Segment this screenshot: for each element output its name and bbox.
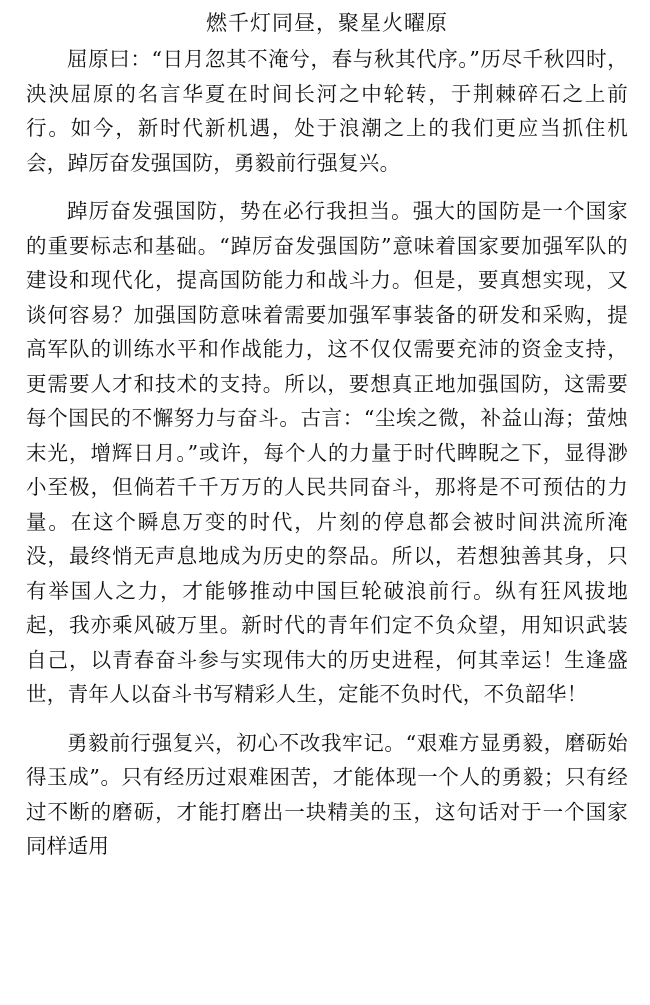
document-title: 燃千灯同昼，聚星火曜原 [206,11,448,35]
paragraph-national-defense: 踔厉奋发强国防，势在必行我担当。强大的国防是一个国家的重要标志和基础。“踔厉奋发强国防”意味着国家要加强军队的建设和现代化，提高国防能力和战斗力。但是，要真想实现，又谈何容易？加强国防意味着需要加强军事装备的研发和采购，提高军队的训练水平和作战能力，这不仅仅需要充沛的资金支持，更需要人才和技术的支持。所以，要想真正地加强国防，这需要每个国民的不懈努力与奋斗。古言：“尘埃之微，补益山海；萤烛末光，增辉日月。”或许，每个人的力量于时代睥睨之下，显得渺小至极，但倘若千千万万的人民共同奋斗，那将是不可预估的力量。在这个瞬息万变的时代，片刻的停息都会被时间洪流所淹没，最终悄无声息地成为历史的祭品。所以，若想独善其身，只有举国人之力，才能够推动中国巨轮破浪前行。纵有狂风拔地起，我亦乘风破万里。新时代的青年们定不负众望，用知识武装自己，以青春奋斗参与实现伟大的历史进程，何其幸运！生逢盛世，青年人以奋斗书写精彩人生，定能不负时代，不负韶华！ [26,199,628,706]
paragraph-rejuvenation: 勇毅前行强复兴，初心不改我牢记。“艰难方显勇毅，磨砺始得玉成”。只有经历过艰难困苦，才能体现一个人的勇毅；只有经过不断的磨砺，才能打磨出一块精美的玉，这句话对于一个国家同样适用 [26,730,628,858]
paragraph-intro: 屈原曰：“日月忽其不淹兮，春与秋其代序。”历尽千秋四时，泱泱屈原的名言华夏在时间长河之中轮转，于荆棘碎石之上前行。如今，新时代新机遇，处于浪潮之上的我们更应当抓住机会，踔厉奋发强国防，勇毅前行强复兴。 [26,47,628,175]
